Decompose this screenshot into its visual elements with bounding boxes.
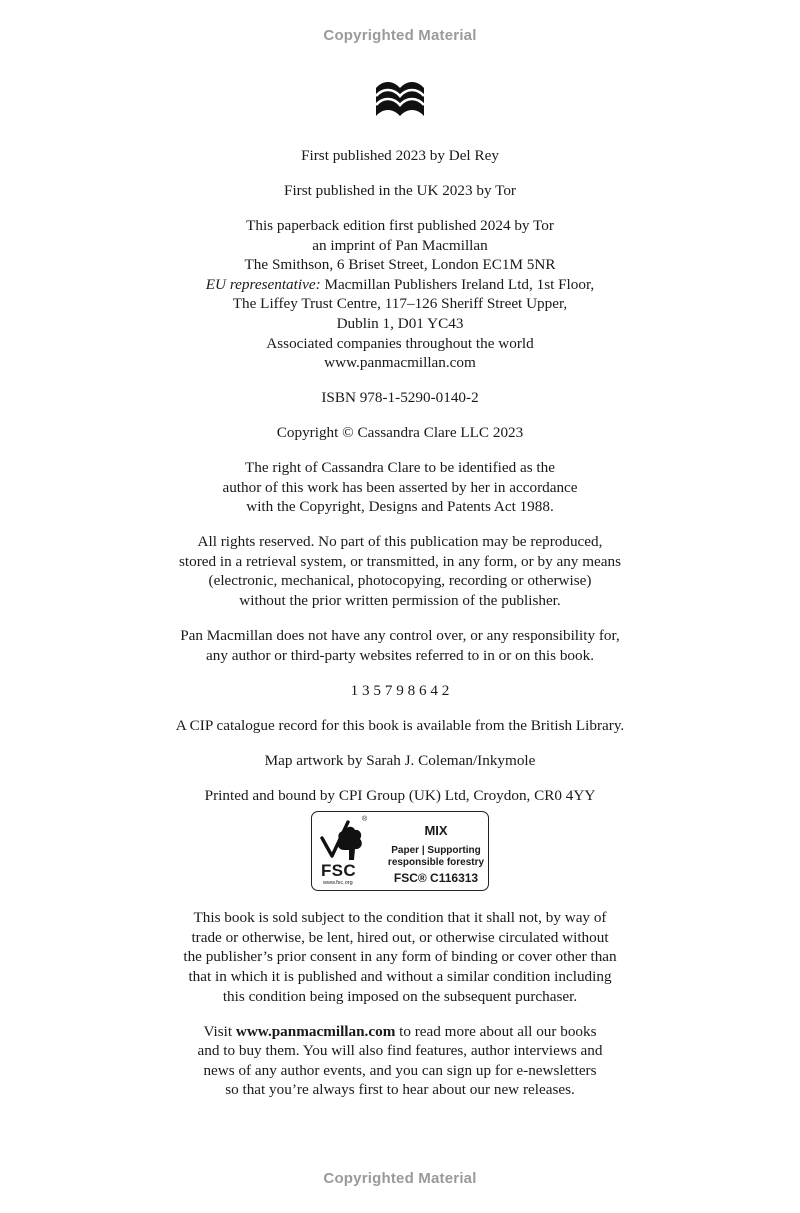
cip-record (0, 716, 800, 736)
visit-website-link[interactable]: www.panmacmillan.com (235, 1022, 396, 1040)
first-published-uk-line: First published in the UK 2023 by Tor (284, 181, 516, 199)
fsc-certification-label (311, 811, 489, 891)
visit-website-note (0, 1022, 800, 1100)
rights-reserved-line: All rights reserved. No part of this publication may be reproduced, (197, 533, 603, 551)
visit-line: so that you’re always first to hear about our new releases. (225, 1081, 575, 1099)
first-published (0, 146, 800, 166)
fsc-wordmark: FSC (321, 861, 356, 881)
map-artwork-credit (0, 751, 800, 771)
rights-reserved-line: stored in a retrieval system, or transmitted, in any form, or by any means (178, 552, 621, 570)
eu-representative-value: Macmillan Publishers Ireland Ltd, 1st Floor, (320, 275, 595, 293)
address-line: The Smithson, 6 Briset Street, London EC1M 5NR (244, 256, 556, 274)
rights-reserved (0, 532, 800, 610)
imprint-line: an imprint of Pan Macmillan (312, 236, 488, 254)
associated-companies-line: Associated companies throughout the world (266, 334, 534, 352)
visit-line (0, 1022, 800, 1042)
fsc-website: www.fsc.org (323, 880, 353, 887)
sale-condition (0, 908, 800, 1006)
condition-line: the publisher’s prior consent in any form of binding or cover other than (183, 948, 617, 966)
visit-prefix: Visit (203, 1022, 236, 1040)
first-published-uk (0, 181, 800, 201)
address-line: The Liffey Trust Centre, 117–126 Sheriff Street Upper, (232, 295, 568, 313)
copyright-watermark-bottom: Copyrighted Material (323, 1170, 477, 1187)
fsc-description-line: Paper | Supporting (391, 845, 481, 857)
map-artwork-line: Map artwork by Sarah J. Coleman/Inkymole (264, 751, 536, 769)
fsc-tree-check-icon (318, 816, 370, 866)
moral-rights-line: with the Copyright, Designs and Patents Act 1988. (246, 498, 554, 516)
address-line: Dublin 1, D01 YC43 (336, 314, 464, 332)
responsibility-line: Pan Macmillan does not have any control over, or any responsibility for, (180, 627, 620, 645)
fsc-registered-mark: ® (362, 816, 368, 824)
edition-line: This paperback edition first published 2024 by Tor (246, 216, 554, 234)
copyright-line: Copyright © Cassandra Clare LLC 2023 (276, 424, 524, 442)
condition-line: This book is sold subject to the condition that it shall not, by way of (193, 909, 607, 927)
publisher-website: www.panmacmillan.com (324, 354, 476, 372)
macmillan-logo-icon (373, 76, 427, 118)
copyright-watermark-top: Copyrighted Material (323, 27, 477, 44)
moral-rights-line: author of this work has been asserted by her in accordance (222, 478, 578, 496)
visit-line: and to buy them. You will also find features, author interviews and (197, 1042, 603, 1060)
rights-reserved-line: without the prior written permission of the publisher. (239, 592, 561, 610)
moral-rights (0, 458, 800, 517)
fsc-license-code: FSC® C116313 (393, 871, 479, 886)
fsc-mix-label: MIX (424, 823, 448, 839)
visit-suffix: to read more about all our books (395, 1022, 597, 1040)
isbn-line: ISBN 978-1-5290-0140-2 (321, 389, 479, 407)
eu-representative-line (0, 275, 800, 295)
print-line (0, 681, 800, 701)
first-published-line: First published 2023 by Del Rey (301, 147, 499, 164)
cip-line: A CIP catalogue record for this book is available from the British Library. (175, 716, 625, 734)
isbn (0, 388, 800, 408)
printer-credit (0, 786, 800, 806)
printer-line: Printed and bound by CPI Group (UK) Ltd, Croydon, CR0 4YY (204, 786, 596, 804)
condition-line: that in which it is published and without a similar condition including (188, 967, 612, 985)
responsibility-line: any author or third-party websites referred to in or on this book. (205, 646, 595, 664)
copyright-page-text (0, 146, 800, 1115)
fsc-description (384, 845, 488, 869)
condition-line: this condition being imposed on the subsequent purchaser. (222, 987, 578, 1005)
fsc-description-line: responsible forestry (387, 857, 485, 869)
rights-reserved-line: (electronic, mechanical, photocopying, recording or otherwise) (208, 572, 592, 590)
eu-representative-label: EU representative: (205, 275, 321, 293)
moral-rights-line: The right of Cassandra Clare to be identified as the (245, 459, 555, 477)
publisher-block (0, 216, 800, 373)
responsibility-disclaimer (0, 626, 800, 665)
visit-line: news of any author events, and you can sign up for e-newsletters (203, 1061, 597, 1079)
condition-line: trade or otherwise, be lent, hired out, or otherwise circulated without (191, 928, 609, 946)
copyright-notice (0, 423, 800, 443)
print-number-line: 1 3 5 7 9 8 6 4 2 (350, 681, 450, 699)
